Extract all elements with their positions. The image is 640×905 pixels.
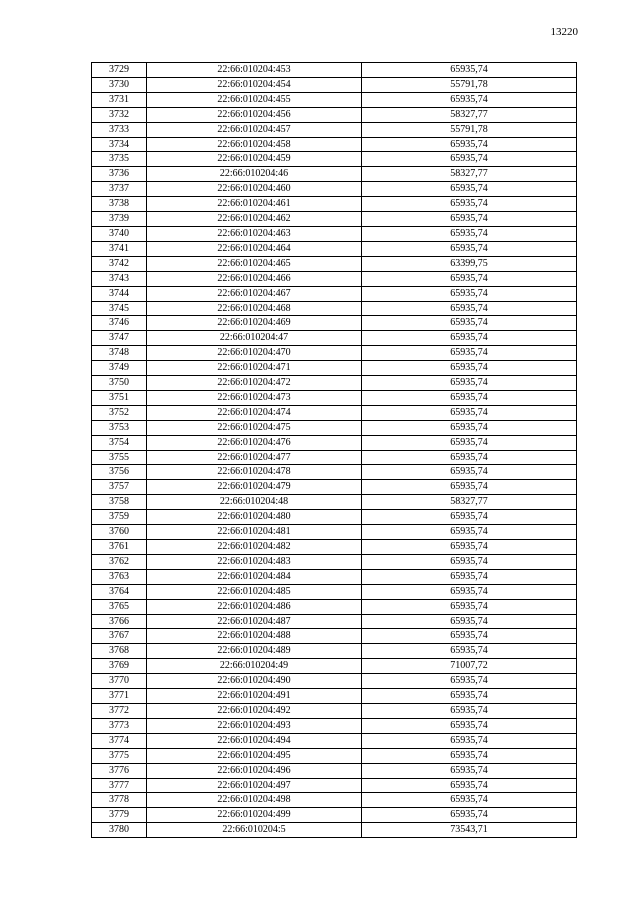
- cadastral-value-cell: 71007,72: [362, 659, 577, 674]
- cadastral-value-cell: 65935,74: [362, 718, 577, 733]
- cadastral-value-cell: 65935,74: [362, 212, 577, 227]
- table-row: [92, 271, 577, 286]
- cadastral-value-cell: 65935,74: [362, 703, 577, 718]
- cadastral-number-cell: 22:66:010204:481: [147, 525, 362, 540]
- row-number-cell: 3760: [92, 525, 147, 540]
- cadastral-value-cell: 65935,74: [362, 226, 577, 241]
- cadastral-value-cell: 65935,74: [362, 763, 577, 778]
- row-number-cell: 3743: [92, 271, 147, 286]
- cadastral-number-cell: 22:66:010204:47: [147, 331, 362, 346]
- row-number-cell: 3749: [92, 361, 147, 376]
- cadastral-number-cell: 22:66:010204:488: [147, 629, 362, 644]
- cadastral-value-cell: 65935,74: [362, 92, 577, 107]
- cadastral-value-cell: 65935,74: [362, 271, 577, 286]
- row-number-cell: 3739: [92, 212, 147, 227]
- cadastral-value-cell: 65935,74: [362, 644, 577, 659]
- cadastral-number-cell: 22:66:010204:465: [147, 256, 362, 271]
- row-number-cell: 3779: [92, 808, 147, 823]
- row-number-cell: 3751: [92, 390, 147, 405]
- row-number-cell: 3757: [92, 480, 147, 495]
- table-row: [92, 241, 577, 256]
- row-number-cell: 3767: [92, 629, 147, 644]
- table-row: [92, 107, 577, 122]
- cadastral-value-cell: 65935,74: [362, 301, 577, 316]
- table-row: [92, 733, 577, 748]
- cadastral-value-cell: 65935,74: [362, 182, 577, 197]
- cadastral-number-cell: 22:66:010204:494: [147, 733, 362, 748]
- cadastral-number-cell: 22:66:010204:486: [147, 599, 362, 614]
- table-row: [92, 405, 577, 420]
- cadastral-value-cell: 65935,74: [362, 525, 577, 540]
- table-row: [92, 540, 577, 555]
- table-row: [92, 152, 577, 167]
- cadastral-number-cell: 22:66:010204:480: [147, 510, 362, 525]
- row-number-cell: 3768: [92, 644, 147, 659]
- cadastral-value-cell: 55791,78: [362, 122, 577, 137]
- table-row: [92, 420, 577, 435]
- cadastral-value-cell: 65935,74: [362, 137, 577, 152]
- table-row: [92, 212, 577, 227]
- cadastral-number-cell: 22:66:010204:487: [147, 614, 362, 629]
- cadastral-number-cell: 22:66:010204:495: [147, 748, 362, 763]
- cadastral-value-cell: 65935,74: [362, 435, 577, 450]
- table-row: [92, 703, 577, 718]
- cadastral-value-cell: 65935,74: [362, 674, 577, 689]
- cadastral-value-cell: 65935,74: [362, 405, 577, 420]
- table-row: [92, 376, 577, 391]
- cadastral-number-cell: 22:66:010204:473: [147, 390, 362, 405]
- table-row: [92, 331, 577, 346]
- table-row: [92, 629, 577, 644]
- cadastral-number-cell: 22:66:010204:470: [147, 346, 362, 361]
- cadastral-number-cell: 22:66:010204:497: [147, 778, 362, 793]
- row-number-cell: 3733: [92, 122, 147, 137]
- cadastral-value-cell: 65935,74: [362, 331, 577, 346]
- table-row: [92, 256, 577, 271]
- cadastral-value-cell: 65935,74: [362, 689, 577, 704]
- cadastral-value-cell: 63399,75: [362, 256, 577, 271]
- cadastral-number-cell: 22:66:010204:499: [147, 808, 362, 823]
- row-number-cell: 3747: [92, 331, 147, 346]
- row-number-cell: 3734: [92, 137, 147, 152]
- table-row: [92, 644, 577, 659]
- row-number-cell: 3729: [92, 63, 147, 78]
- cadastral-number-cell: 22:66:010204:485: [147, 584, 362, 599]
- cadastral-value-cell: 65935,74: [362, 599, 577, 614]
- table-row: [92, 495, 577, 510]
- cadastral-number-cell: 22:66:010204:456: [147, 107, 362, 122]
- table-row: [92, 569, 577, 584]
- row-number-cell: 3754: [92, 435, 147, 450]
- table-body: [92, 63, 577, 838]
- cadastral-number-cell: 22:66:010204:472: [147, 376, 362, 391]
- cadastral-value-cell: 65935,74: [362, 241, 577, 256]
- cadastral-number-cell: 22:66:010204:469: [147, 316, 362, 331]
- cadastral-number-cell: 22:66:010204:464: [147, 241, 362, 256]
- table-row: [92, 122, 577, 137]
- cadastral-value-cell: 65935,74: [362, 629, 577, 644]
- row-number-cell: 3741: [92, 241, 147, 256]
- cadastral-value-cell: 65935,74: [362, 450, 577, 465]
- cadastral-number-cell: 22:66:010204:453: [147, 63, 362, 78]
- cadastral-number-cell: 22:66:010204:463: [147, 226, 362, 241]
- cadastral-number-cell: 22:66:010204:46: [147, 167, 362, 182]
- cadastral-number-cell: 22:66:010204:468: [147, 301, 362, 316]
- table-row: [92, 182, 577, 197]
- cadastral-number-cell: 22:66:010204:467: [147, 286, 362, 301]
- cadastral-value-cell: 65935,74: [362, 778, 577, 793]
- cadastral-number-cell: 22:66:010204:492: [147, 703, 362, 718]
- row-number-cell: 3771: [92, 689, 147, 704]
- row-number-cell: 3775: [92, 748, 147, 763]
- table-row: [92, 584, 577, 599]
- cadastral-number-cell: 22:66:010204:477: [147, 450, 362, 465]
- row-number-cell: 3758: [92, 495, 147, 510]
- row-number-cell: 3780: [92, 823, 147, 838]
- cadastral-value-cell: 55791,78: [362, 77, 577, 92]
- row-number-cell: 3731: [92, 92, 147, 107]
- cadastral-number-cell: 22:66:010204:48: [147, 495, 362, 510]
- row-number-cell: 3759: [92, 510, 147, 525]
- table-row: [92, 450, 577, 465]
- cadastral-value-cell: 65935,74: [362, 286, 577, 301]
- row-number-cell: 3777: [92, 778, 147, 793]
- row-number-cell: 3737: [92, 182, 147, 197]
- cadastral-value-cell: 65935,74: [362, 346, 577, 361]
- cadastral-value-cell: 65935,74: [362, 376, 577, 391]
- row-number-cell: 3765: [92, 599, 147, 614]
- cadastral-value-cell: 73543,71: [362, 823, 577, 838]
- row-number-cell: 3735: [92, 152, 147, 167]
- table-row: [92, 718, 577, 733]
- cadastral-number-cell: 22:66:010204:457: [147, 122, 362, 137]
- cadastral-number-cell: 22:66:010204:479: [147, 480, 362, 495]
- cadastral-number-cell: 22:66:010204:498: [147, 793, 362, 808]
- table-row: [92, 92, 577, 107]
- row-number-cell: 3770: [92, 674, 147, 689]
- table-row: [92, 286, 577, 301]
- table-row: [92, 167, 577, 182]
- cadastral-value-table: [91, 62, 577, 838]
- table-row: [92, 480, 577, 495]
- table-row: [92, 137, 577, 152]
- table-row: [92, 510, 577, 525]
- table-row: [92, 674, 577, 689]
- cadastral-number-cell: 22:66:010204:462: [147, 212, 362, 227]
- table-row: [92, 465, 577, 480]
- cadastral-value-cell: 65935,74: [362, 808, 577, 823]
- cadastral-number-cell: 22:66:010204:496: [147, 763, 362, 778]
- page-number: 13220: [550, 26, 578, 38]
- cadastral-number-cell: 22:66:010204:466: [147, 271, 362, 286]
- cadastral-value-cell: 65935,74: [362, 465, 577, 480]
- table-row: [92, 63, 577, 78]
- table-row: [92, 689, 577, 704]
- cadastral-value-cell: 65935,74: [362, 733, 577, 748]
- cadastral-value-cell: 65935,74: [362, 554, 577, 569]
- table-row: [92, 808, 577, 823]
- cadastral-value-cell: 65935,74: [362, 569, 577, 584]
- row-number-cell: 3774: [92, 733, 147, 748]
- table-row: [92, 435, 577, 450]
- row-number-cell: 3766: [92, 614, 147, 629]
- table-row: [92, 793, 577, 808]
- row-number-cell: 3761: [92, 540, 147, 555]
- cadastral-number-cell: 22:66:010204:455: [147, 92, 362, 107]
- row-number-cell: 3772: [92, 703, 147, 718]
- table-row: [92, 301, 577, 316]
- cadastral-value-cell: 65935,74: [362, 614, 577, 629]
- cadastral-number-cell: 22:66:010204:482: [147, 540, 362, 555]
- cadastral-value-cell: 58327,77: [362, 495, 577, 510]
- table-row: [92, 316, 577, 331]
- cadastral-number-cell: 22:66:010204:478: [147, 465, 362, 480]
- table-row: [92, 778, 577, 793]
- row-number-cell: 3740: [92, 226, 147, 241]
- row-number-cell: 3748: [92, 346, 147, 361]
- cadastral-number-cell: 22:66:010204:476: [147, 435, 362, 450]
- table-row: [92, 525, 577, 540]
- row-number-cell: 3755: [92, 450, 147, 465]
- cadastral-number-cell: 22:66:010204:459: [147, 152, 362, 167]
- row-number-cell: 3745: [92, 301, 147, 316]
- row-number-cell: 3742: [92, 256, 147, 271]
- cadastral-number-cell: 22:66:010204:471: [147, 361, 362, 376]
- cadastral-value-cell: 65935,74: [362, 584, 577, 599]
- row-number-cell: 3764: [92, 584, 147, 599]
- cadastral-number-cell: 22:66:010204:490: [147, 674, 362, 689]
- row-number-cell: 3778: [92, 793, 147, 808]
- cadastral-number-cell: 22:66:010204:493: [147, 718, 362, 733]
- row-number-cell: 3762: [92, 554, 147, 569]
- cadastral-value-cell: 65935,74: [362, 510, 577, 525]
- row-number-cell: 3746: [92, 316, 147, 331]
- row-number-cell: 3773: [92, 718, 147, 733]
- cadastral-value-cell: 65935,74: [362, 420, 577, 435]
- cadastral-number-cell: 22:66:010204:461: [147, 197, 362, 212]
- cadastral-value-cell: 65935,74: [362, 748, 577, 763]
- table-row: [92, 390, 577, 405]
- table-row: [92, 748, 577, 763]
- cadastral-value-cell: 65935,74: [362, 540, 577, 555]
- row-number-cell: 3756: [92, 465, 147, 480]
- row-number-cell: 3776: [92, 763, 147, 778]
- cadastral-value-cell: 58327,77: [362, 167, 577, 182]
- cadastral-number-cell: 22:66:010204:454: [147, 77, 362, 92]
- row-number-cell: 3763: [92, 569, 147, 584]
- cadastral-number-cell: 22:66:010204:484: [147, 569, 362, 584]
- row-number-cell: 3744: [92, 286, 147, 301]
- cadastral-value-cell: 65935,74: [362, 480, 577, 495]
- row-number-cell: 3750: [92, 376, 147, 391]
- cadastral-value-cell: 65935,74: [362, 390, 577, 405]
- cadastral-value-cell: 65935,74: [362, 63, 577, 78]
- table-row: [92, 361, 577, 376]
- table-row: [92, 599, 577, 614]
- cadastral-value-cell: 58327,77: [362, 107, 577, 122]
- table-row: [92, 659, 577, 674]
- table-row: [92, 614, 577, 629]
- cadastral-number-cell: 22:66:010204:474: [147, 405, 362, 420]
- row-number-cell: 3736: [92, 167, 147, 182]
- cadastral-number-cell: 22:66:010204:489: [147, 644, 362, 659]
- cadastral-value-cell: 65935,74: [362, 793, 577, 808]
- table-row: [92, 197, 577, 212]
- table-row: [92, 226, 577, 241]
- table-row: [92, 346, 577, 361]
- cadastral-number-cell: 22:66:010204:5: [147, 823, 362, 838]
- table-row: [92, 554, 577, 569]
- cadastral-number-cell: 22:66:010204:458: [147, 137, 362, 152]
- row-number-cell: 3730: [92, 77, 147, 92]
- cadastral-number-cell: 22:66:010204:491: [147, 689, 362, 704]
- table-row: [92, 823, 577, 838]
- cadastral-value-cell: 65935,74: [362, 316, 577, 331]
- table-row: [92, 77, 577, 92]
- cadastral-number-cell: 22:66:010204:49: [147, 659, 362, 674]
- cadastral-number-cell: 22:66:010204:460: [147, 182, 362, 197]
- row-number-cell: 3753: [92, 420, 147, 435]
- cadastral-value-cell: 65935,74: [362, 152, 577, 167]
- row-number-cell: 3732: [92, 107, 147, 122]
- cadastral-number-cell: 22:66:010204:483: [147, 554, 362, 569]
- cadastral-number-cell: 22:66:010204:475: [147, 420, 362, 435]
- table-row: [92, 763, 577, 778]
- row-number-cell: 3738: [92, 197, 147, 212]
- row-number-cell: 3752: [92, 405, 147, 420]
- cadastral-value-cell: 65935,74: [362, 361, 577, 376]
- cadastral-value-cell: 65935,74: [362, 197, 577, 212]
- row-number-cell: 3769: [92, 659, 147, 674]
